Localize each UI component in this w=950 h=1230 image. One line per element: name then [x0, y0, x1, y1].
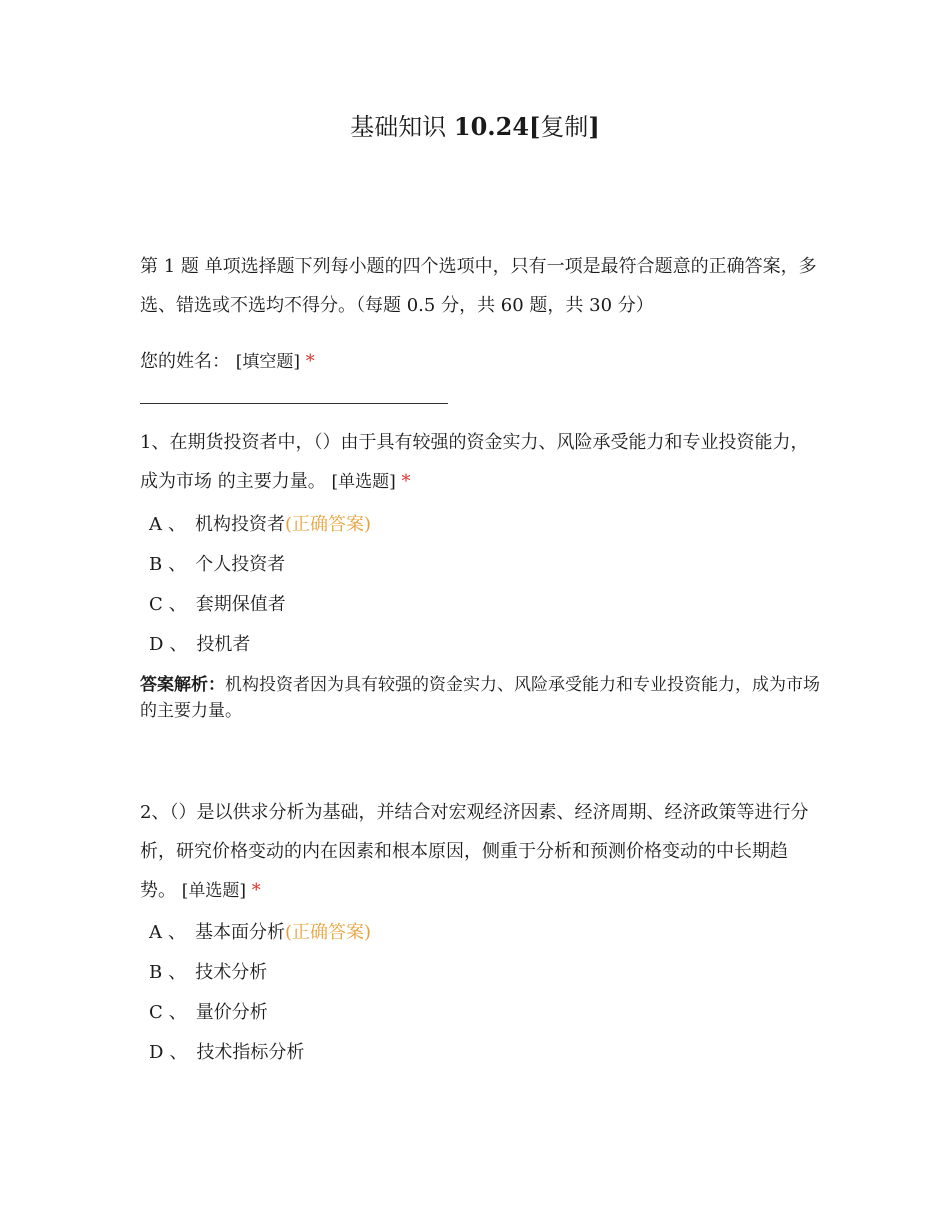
- option-separator: 、: [168, 962, 187, 983]
- question-2-text: 2、（）是以供求分析为基础，并结合对宏观经济因素、经济周期、经济政策等进行分析，研究价格变动的内在因素和根本原因，侧重于分析和预测价格变动的中长期趋势。: [140, 802, 809, 901]
- required-mark: *: [251, 880, 261, 901]
- option-letter: A: [149, 514, 162, 535]
- option-letter: B: [149, 962, 163, 983]
- option-text: 个人投资者: [195, 554, 286, 575]
- option-text: 技术分析: [195, 962, 268, 983]
- option-a[interactable]: [149, 505, 749, 545]
- option-c[interactable]: [149, 993, 749, 1033]
- section-intro: 第 1 题 单项选择题下列每小题的四个选项中，只有一项是最符合题意的正确答案，多选、错选或不选均不得分。（每题 0.5 分，共 60 题，共 30 分）: [140, 256, 817, 316]
- option-text: 技术指标分析: [196, 1042, 305, 1063]
- option-text: 机构投资者: [195, 514, 285, 535]
- option-separator: 、: [168, 514, 186, 535]
- analysis-text: 机构投资者因为具有较强的资金实力、风险承受能力和专业投资能力，成为市场的主要力量。: [140, 675, 820, 721]
- option-letter: D: [149, 1042, 164, 1063]
- title-date: 10.24[: [453, 112, 541, 141]
- title-close: ]: [588, 112, 600, 141]
- option-separator: 、: [168, 1002, 187, 1023]
- answer-analysis: [140, 672, 820, 724]
- option-separator: 、: [168, 594, 187, 615]
- analysis-label: 答案解析：: [140, 675, 225, 695]
- question-1-text: 1、在期货投资者中，（）由于具有较强的资金实力、风险承受能力和专业投资能力，成为市场 的主要力量。: [140, 432, 809, 492]
- option-letter: D: [149, 634, 164, 655]
- option-letter: C: [149, 1002, 163, 1023]
- option-separator: 、: [168, 554, 187, 575]
- option-a[interactable]: [149, 913, 749, 953]
- question-1-options: [149, 505, 749, 665]
- name-question-type: [填空题]: [235, 352, 300, 372]
- option-d[interactable]: [149, 625, 749, 665]
- option-text: 套期保值者: [195, 594, 286, 615]
- option-text: 量价分析: [195, 1002, 268, 1023]
- question-1: [140, 423, 820, 502]
- option-letter: C: [149, 594, 163, 615]
- option-letter: B: [149, 554, 163, 575]
- question-2: [140, 793, 820, 911]
- option-text: 投机者: [196, 634, 251, 655]
- option-c[interactable]: [149, 585, 749, 625]
- name-answer-line[interactable]: [140, 403, 448, 404]
- name-question-label: 您的姓名：: [140, 351, 230, 372]
- option-d[interactable]: [149, 1033, 749, 1073]
- correct-answer-tag: (正确答案): [285, 514, 372, 535]
- title-prefix: 基础知识: [350, 113, 447, 141]
- title-copy: 复制: [540, 113, 589, 141]
- required-mark: *: [401, 471, 411, 492]
- option-separator: 、: [169, 634, 188, 655]
- option-separator: 、: [168, 922, 186, 943]
- option-text: 基本面分析: [195, 922, 285, 943]
- correct-answer-tag: (正确答案): [285, 922, 372, 943]
- option-letter: A: [149, 922, 162, 943]
- name-question: [140, 346, 820, 378]
- page-title: [0, 110, 950, 144]
- question-2-options: [149, 913, 749, 1073]
- required-mark: *: [305, 351, 315, 372]
- option-separator: 、: [169, 1042, 188, 1063]
- question-2-type: [单选题]: [181, 881, 246, 901]
- option-b[interactable]: [149, 953, 749, 993]
- question-1-type: [单选题]: [331, 472, 396, 492]
- option-b[interactable]: [149, 545, 749, 585]
